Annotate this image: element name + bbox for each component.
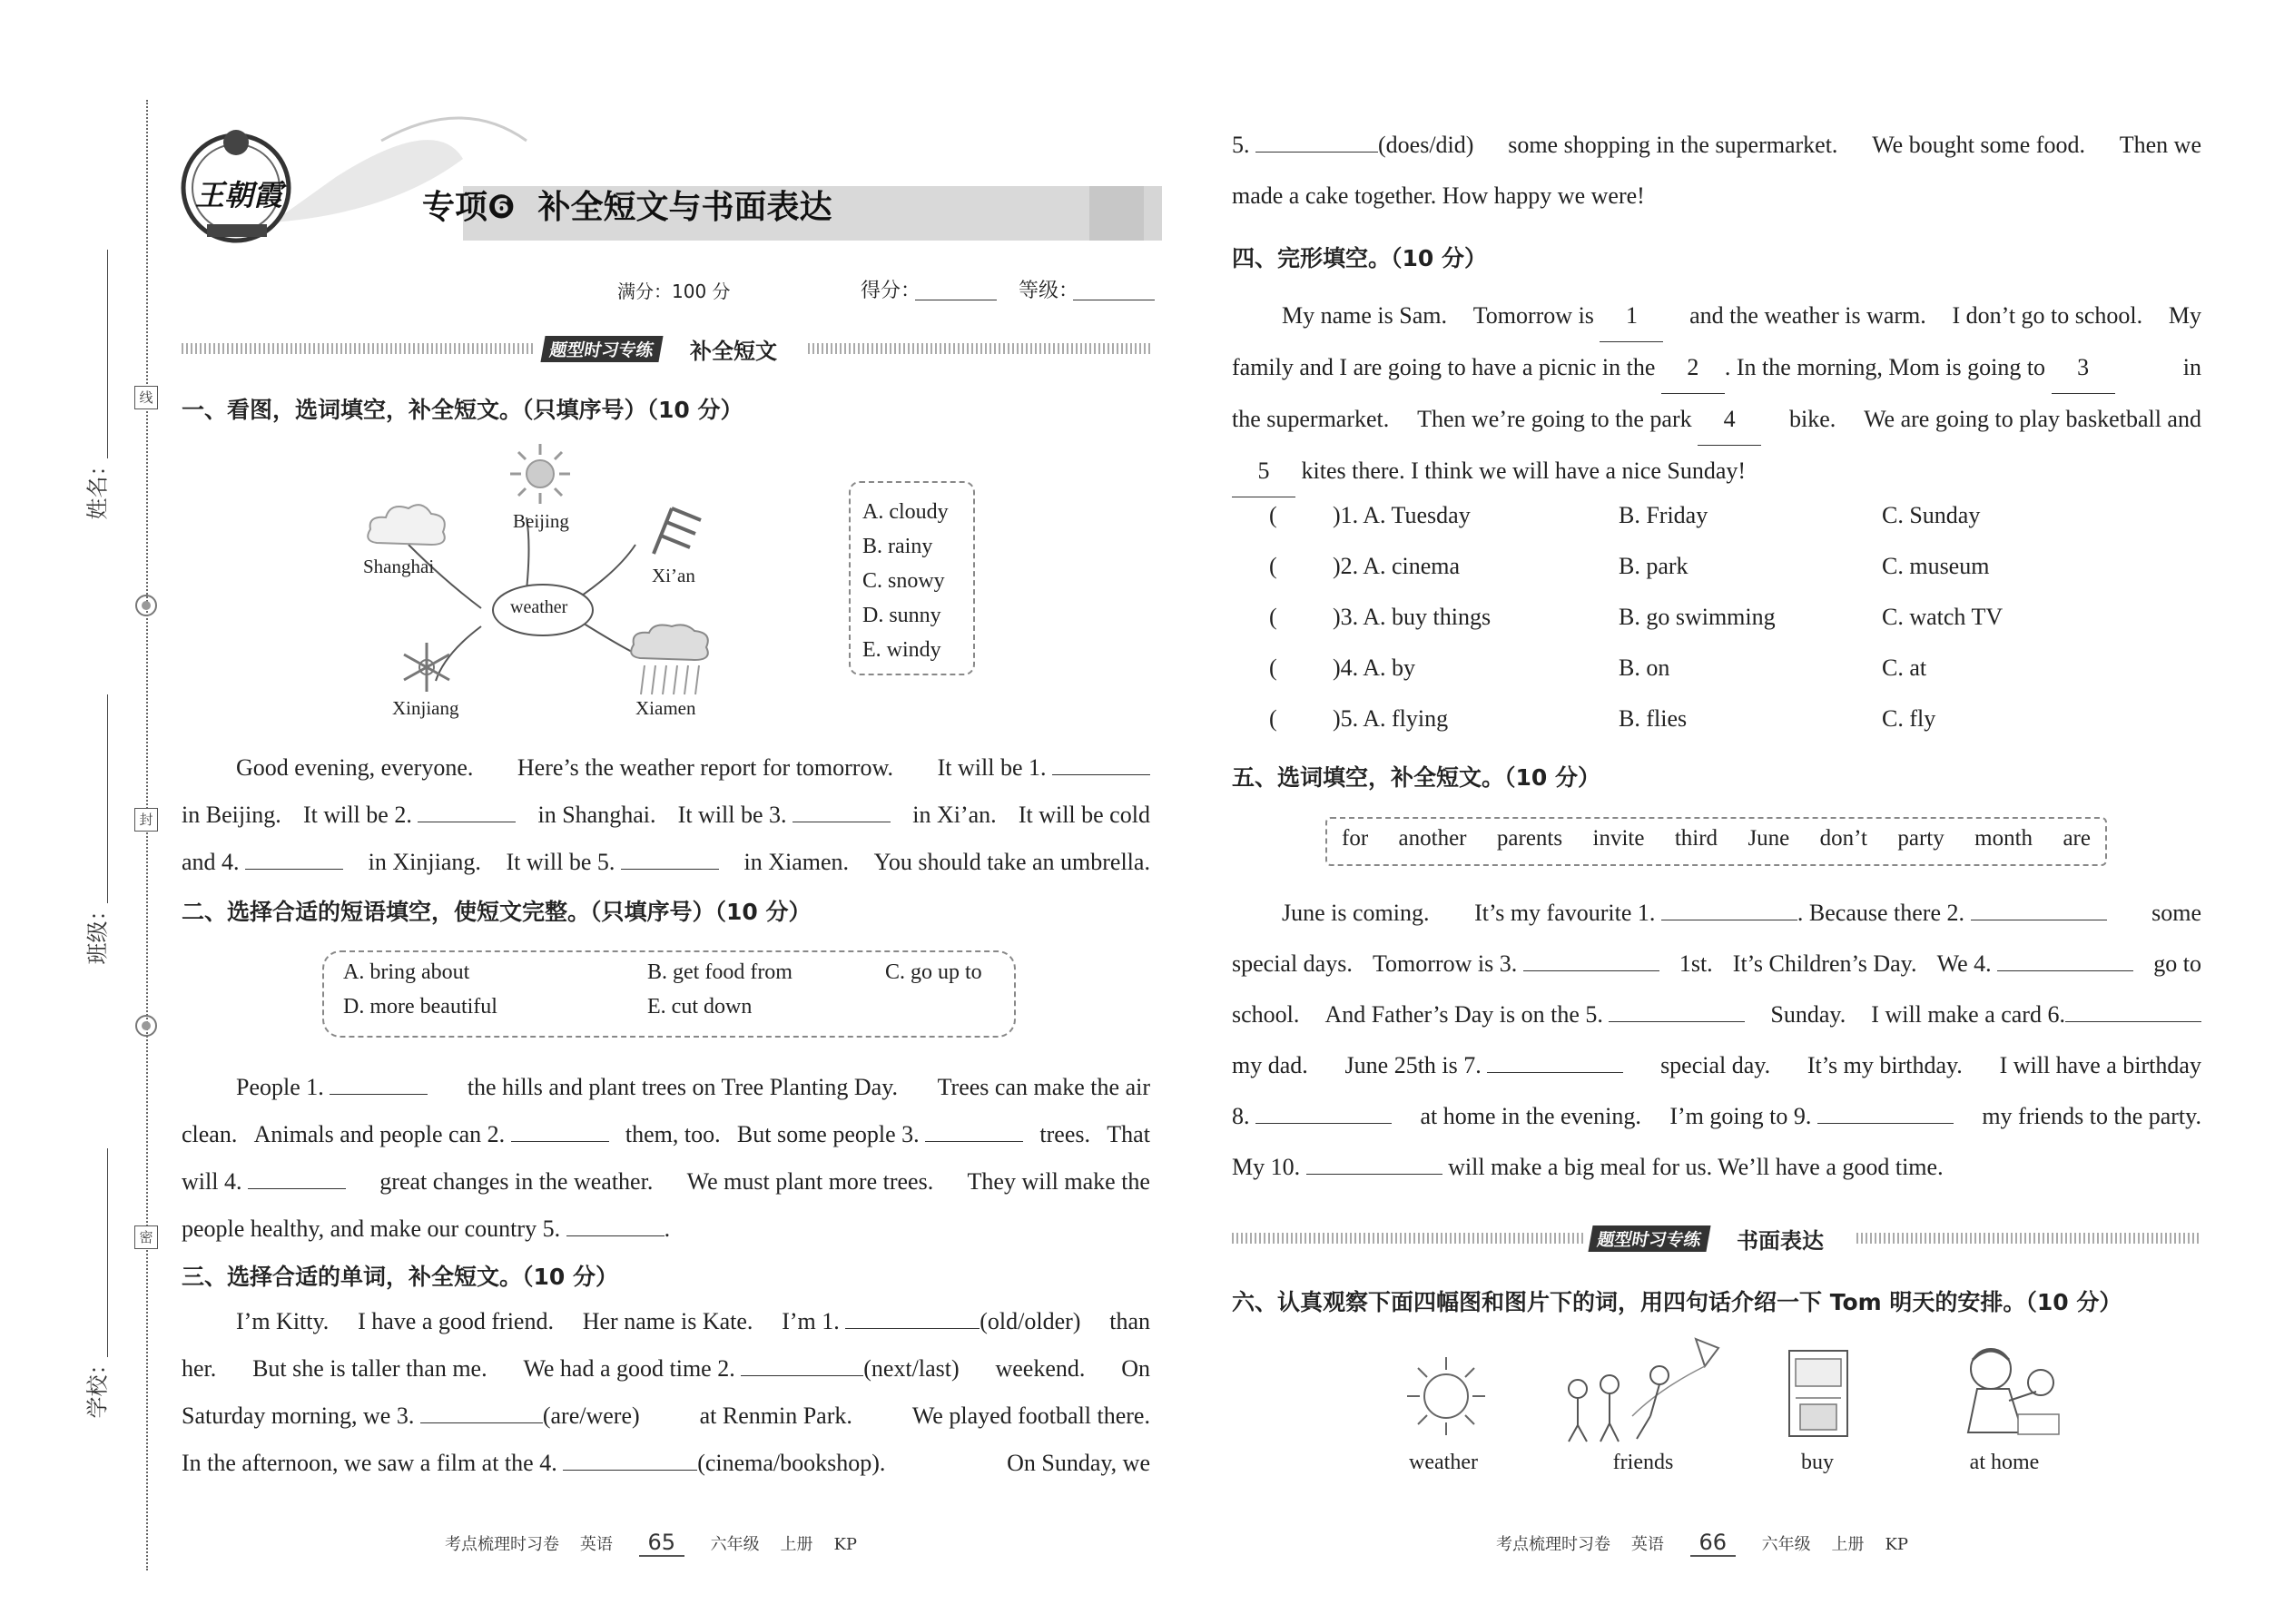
answer-blank[interactable] bbox=[1255, 1103, 1392, 1124]
answer-paren[interactable]: ( bbox=[1269, 705, 1277, 732]
page-number: 65 bbox=[639, 1530, 685, 1557]
text-span: I will make a card 6. bbox=[1871, 1001, 2065, 1028]
text-span: clean. bbox=[182, 1121, 238, 1147]
text-span: We must plant more trees. bbox=[686, 1168, 934, 1195]
text-span: It will be cold bbox=[1018, 802, 1150, 828]
map-label-xian: Xi’an bbox=[652, 565, 695, 586]
text-span: But some people 3. bbox=[736, 1121, 920, 1147]
text-span: But she is taller than me. bbox=[252, 1355, 487, 1382]
answer-blank[interactable] bbox=[330, 1074, 428, 1095]
text-span: go to bbox=[2153, 950, 2201, 977]
word-option: parents bbox=[1496, 826, 1563, 851]
text-span: (cinema/bookshop). bbox=[697, 1450, 886, 1476]
text-span: great changes in the weather. bbox=[379, 1168, 654, 1195]
text-span: Saturday morning, we 3. bbox=[182, 1403, 415, 1429]
q2-option: A. bring about bbox=[343, 960, 470, 984]
choice-c: C. fly bbox=[1882, 705, 1936, 732]
map-label-shanghai: Shanghai bbox=[363, 556, 435, 577]
choice-a: )3. A. buy things bbox=[1333, 604, 1492, 630]
text-span: made a cake together. How happy we were! bbox=[1232, 182, 1645, 209]
text-span: 8. bbox=[1232, 1103, 1250, 1129]
q2-option: E. cut down bbox=[647, 995, 753, 1019]
text-span: My name is Sam. bbox=[1282, 302, 1447, 329]
text-span: June is coming. bbox=[1282, 900, 1430, 926]
q1-options-list bbox=[862, 495, 949, 667]
footer-grade: 六年级 bbox=[1761, 1535, 1811, 1554]
school-label: 学校： bbox=[84, 1353, 111, 1419]
answer-blank[interactable] bbox=[1255, 132, 1378, 153]
snowflake-icon bbox=[395, 640, 458, 694]
section-divider bbox=[1856, 1233, 2201, 1244]
word-option: for bbox=[1342, 826, 1369, 851]
q1-passage bbox=[182, 744, 1150, 886]
text-span: (are/were) bbox=[542, 1403, 640, 1429]
text-span: her. bbox=[182, 1355, 217, 1382]
q2-option: C. go up to bbox=[885, 960, 982, 984]
answer-blank[interactable] bbox=[1817, 1103, 1954, 1124]
answer-blank[interactable] bbox=[621, 849, 719, 870]
binding-hole-icon bbox=[133, 592, 160, 619]
word-option: third bbox=[1674, 826, 1718, 851]
q4-heading: 四、完形填空。（10 分） bbox=[1232, 245, 1487, 271]
text-span: at Renmin Park. bbox=[699, 1403, 852, 1429]
text-span: It’s my favourite 1. bbox=[1474, 900, 1656, 926]
text-span: . bbox=[664, 1216, 671, 1242]
text-span: I’m going to 9. bbox=[1669, 1103, 1812, 1129]
choice-row bbox=[1269, 541, 2086, 592]
text-span: weekend. bbox=[995, 1355, 1086, 1382]
sun-icon bbox=[1405, 1355, 1487, 1437]
choice-c: C. at bbox=[1882, 655, 1927, 681]
text-span: People 1. bbox=[236, 1074, 324, 1100]
q2-heading: 二、选择合适的短语填空，使短文完整。（只填序号）（10 分） bbox=[182, 899, 812, 925]
choice-c: C. Sunday bbox=[1882, 502, 1981, 528]
sun-icon bbox=[508, 442, 572, 506]
grade-label: 等级： bbox=[1019, 280, 1079, 302]
choice-c: C. museum bbox=[1882, 553, 1990, 579]
section-title: 补全短文 bbox=[690, 339, 777, 364]
text-span: Good evening, everyone. bbox=[236, 754, 474, 781]
answer-paren[interactable]: ( bbox=[1269, 553, 1277, 579]
rain-cloud-icon bbox=[626, 622, 713, 699]
cloze-blank-2[interactable]: 2 bbox=[1661, 342, 1725, 394]
q1-option: A. cloudy bbox=[862, 500, 949, 524]
answer-blank[interactable] bbox=[1523, 950, 1659, 971]
text-span: On bbox=[1121, 1355, 1150, 1382]
text-span: at home in the evening. bbox=[1420, 1103, 1641, 1129]
text-span: Tomorrow is 3. bbox=[1372, 950, 1518, 977]
pic-label-at-home: at home bbox=[1969, 1451, 2040, 1474]
word-option: party bbox=[1897, 826, 1944, 851]
answer-blank[interactable] bbox=[1971, 900, 2107, 920]
windy-flag-icon bbox=[645, 504, 708, 558]
text-span: family and I are going to have a picnic in the bbox=[1232, 354, 1656, 380]
text-span: I don’t go to school. bbox=[1952, 302, 2143, 329]
choice-b: B. Friday bbox=[1619, 502, 1708, 528]
binding-dotted-line bbox=[146, 100, 148, 1570]
text-span: trees. bbox=[1039, 1121, 1091, 1147]
q1-option: B. rainy bbox=[862, 535, 933, 558]
text-span: My bbox=[2168, 302, 2201, 329]
footer-term: 上册 bbox=[1831, 1535, 1865, 1554]
text-span: in Beijing. bbox=[182, 802, 281, 828]
text-span: in Xi’an. bbox=[912, 802, 997, 828]
section-divider bbox=[1232, 1233, 1586, 1244]
header-banner bbox=[163, 104, 1162, 250]
friends-kite-icon bbox=[1551, 1334, 1750, 1443]
section-tag: 题型时习专练 bbox=[1588, 1225, 1710, 1252]
footer-subject: 英语 bbox=[1630, 1535, 1664, 1554]
answer-blank[interactable] bbox=[793, 802, 891, 822]
answer-blank[interactable] bbox=[845, 1308, 980, 1329]
footer-left bbox=[445, 1530, 857, 1555]
text-span: Here’s the weather report for tomorrow. bbox=[517, 754, 894, 781]
text-span: some bbox=[2151, 900, 2201, 926]
text-span: I will have a birthday bbox=[1999, 1052, 2201, 1078]
seal-char-line: 线 bbox=[134, 386, 158, 409]
text-span: . In the morning, Mom is going to bbox=[1724, 354, 2046, 380]
q3-heading: 三、选择合适的单词，补全短文。（10 分） bbox=[182, 1264, 618, 1290]
text-span: special days. bbox=[1232, 950, 1353, 977]
text-span: They will make the bbox=[967, 1168, 1150, 1195]
cloze-blank-5[interactable]: 5 bbox=[1232, 446, 1295, 497]
answer-blank[interactable] bbox=[1661, 900, 1797, 920]
text-span: 1st. bbox=[1679, 950, 1713, 977]
seal-char-seal: 封 bbox=[134, 808, 158, 832]
word-option: invite bbox=[1592, 826, 1645, 851]
full-score: 满分：100 分 bbox=[617, 281, 731, 302]
text-span: . Because there 2. bbox=[1797, 900, 1964, 926]
text-span: You should take an umbrella. bbox=[873, 849, 1150, 875]
choice-b: B. flies bbox=[1619, 705, 1688, 732]
text-span: (next/last) bbox=[863, 1355, 960, 1382]
q4-choices bbox=[1269, 490, 2086, 744]
section-title: 书面表达 bbox=[1737, 1228, 1824, 1254]
text-span: We’ll have a good time. bbox=[1718, 1154, 1944, 1180]
pic-label-friends: friends bbox=[1612, 1451, 1674, 1474]
text-span: That bbox=[1107, 1121, 1150, 1147]
q1-option: E. windy bbox=[862, 638, 941, 662]
text-span: them, too. bbox=[625, 1121, 721, 1147]
name-label: 姓名： bbox=[84, 454, 111, 520]
text-span: We are going to play basketball and bbox=[1864, 406, 2201, 432]
text-span: Animals and people can 2. bbox=[253, 1121, 506, 1147]
section-tag: 题型时习专练 bbox=[540, 336, 663, 362]
map-center-weather: weather bbox=[510, 597, 568, 617]
text-span: people healthy, and make our country 5. bbox=[182, 1216, 561, 1242]
answer-blank[interactable] bbox=[566, 1216, 665, 1236]
cloze-blank-3[interactable]: 3 bbox=[2052, 342, 2115, 394]
answer-blank[interactable] bbox=[1306, 1154, 1442, 1175]
footer-edition: KP bbox=[1885, 1535, 1908, 1554]
choice-b: B. on bbox=[1619, 655, 1670, 681]
text-span: It will be 1. bbox=[937, 754, 1047, 781]
text-span: And Father’s Day is on the 5. bbox=[1324, 1001, 1603, 1028]
name-underline bbox=[107, 250, 108, 458]
text-span: kites there. I think we will have a nice Sunday! bbox=[1301, 458, 1747, 484]
choice-a: )5. A. flying bbox=[1333, 705, 1449, 732]
answer-blank[interactable] bbox=[2065, 1001, 2201, 1022]
text-span: and the weather is warm. bbox=[1689, 302, 1926, 329]
choice-row bbox=[1269, 490, 2086, 541]
text-span: will make a big meal for us. bbox=[1448, 1154, 1713, 1180]
class-underline bbox=[107, 694, 108, 903]
choice-row bbox=[1269, 643, 2086, 694]
footer-subject: 英语 bbox=[579, 1535, 613, 1554]
choice-row bbox=[1269, 694, 2086, 744]
q2-passage bbox=[182, 1064, 1150, 1253]
choice-a: )1. A. Tuesday bbox=[1333, 502, 1471, 528]
answer-paren[interactable]: ( bbox=[1269, 655, 1277, 681]
answer-blank[interactable] bbox=[418, 802, 516, 822]
answer-blank[interactable] bbox=[1997, 950, 2133, 971]
map-label-xiamen: Xiamen bbox=[635, 697, 696, 719]
text-span: (old/older) bbox=[980, 1308, 1081, 1334]
page-title: 专项❻ 补全短文与书面表达 bbox=[422, 189, 832, 226]
q3-passage bbox=[182, 1298, 1150, 1487]
cloud-icon bbox=[363, 497, 449, 552]
text-span: my friends to the party. bbox=[1982, 1103, 2201, 1129]
map-label-xinjiang: Xinjiang bbox=[392, 697, 459, 719]
answer-blank[interactable] bbox=[245, 849, 343, 870]
footer-grade: 六年级 bbox=[710, 1535, 760, 1554]
answer-blank[interactable] bbox=[1487, 1052, 1623, 1073]
cloze-blank-1[interactable]: 1 bbox=[1600, 290, 1663, 342]
binding-hole-icon bbox=[133, 1012, 160, 1039]
at-home-boy-icon bbox=[1954, 1342, 2063, 1442]
answer-blank[interactable] bbox=[1609, 1001, 1745, 1022]
answer-blank[interactable] bbox=[741, 1355, 863, 1376]
text-span: bike. bbox=[1788, 406, 1836, 432]
text-span: We played football there. bbox=[911, 1403, 1150, 1429]
section-divider bbox=[182, 343, 536, 354]
q2-option: D. more beautiful bbox=[343, 995, 497, 1019]
text-span: Sunday. bbox=[1770, 1001, 1846, 1028]
word-option: another bbox=[1398, 826, 1467, 851]
text-span: some shopping in the supermarket. bbox=[1508, 132, 1838, 158]
q6-heading: 六、认真观察下面四幅图和图片下的词，用四句话介绍一下 Tom 明天的安排。（10 分） bbox=[1232, 1289, 2122, 1315]
text-span: in Xinjiang. bbox=[368, 849, 481, 875]
footer-edition: KP bbox=[833, 1535, 857, 1554]
text-span: Trees can make the air bbox=[937, 1074, 1150, 1100]
text-span: My 10. bbox=[1232, 1154, 1301, 1180]
pic-label-buy: buy bbox=[1801, 1451, 1834, 1474]
text-span: It’s Children’s Day. bbox=[1732, 950, 1917, 977]
pic-label-weather: weather bbox=[1409, 1451, 1478, 1474]
q3-passage-continued bbox=[1232, 120, 2201, 221]
answer-blank[interactable] bbox=[925, 1121, 1023, 1142]
text-span: We had a good time 2. bbox=[523, 1355, 735, 1382]
answer-blank[interactable] bbox=[563, 1450, 697, 1471]
word-option: month bbox=[1974, 826, 2033, 851]
text-span: and 4. bbox=[182, 849, 240, 875]
page-number: 66 bbox=[1690, 1530, 1737, 1557]
text-span: It will be 2. bbox=[302, 802, 412, 828]
answer-blank[interactable] bbox=[511, 1121, 609, 1142]
q5-passage bbox=[1232, 888, 2201, 1193]
text-span: the hills and plant trees on Tree Planting Day. bbox=[467, 1074, 899, 1100]
answer-paren[interactable]: ( bbox=[1269, 604, 1277, 630]
choice-b: B. go swimming bbox=[1619, 604, 1776, 630]
text-span: Then we’re going to the park bbox=[1417, 406, 1692, 432]
footer-right bbox=[1496, 1530, 1908, 1555]
logo-text: 王朝霞 bbox=[195, 179, 283, 212]
answer-paren[interactable]: ( bbox=[1269, 502, 1277, 528]
text-span: On Sunday, we bbox=[1007, 1450, 1150, 1476]
q4-passage bbox=[1232, 290, 2201, 497]
text-span: Tomorrow is bbox=[1472, 302, 1594, 329]
text-span: June 25th is 7. bbox=[1344, 1052, 1482, 1078]
section-divider bbox=[808, 343, 1153, 354]
choice-a: )2. A. cinema bbox=[1333, 553, 1461, 579]
text-span: (does/did) bbox=[1378, 132, 1474, 158]
text-span: We bought some food. bbox=[1872, 132, 2085, 158]
seal-char-dense: 密 bbox=[134, 1225, 158, 1249]
text-span: Then we bbox=[2119, 132, 2201, 158]
text-span: In the afternoon, we saw a film at the 4. bbox=[182, 1450, 557, 1476]
q5-word-list bbox=[1342, 826, 2091, 851]
score-label: 得分： bbox=[861, 280, 921, 302]
text-span: school. bbox=[1232, 1001, 1300, 1028]
school-underline bbox=[107, 1148, 108, 1357]
choice-b: B. park bbox=[1619, 553, 1689, 579]
text-span: I’m 1. bbox=[782, 1308, 840, 1334]
footer-series: 考点梳理时习卷 bbox=[445, 1535, 559, 1554]
text-span: in bbox=[2182, 354, 2201, 380]
choice-a: )4. A. by bbox=[1333, 655, 1415, 681]
text-span: I have a good friend. bbox=[358, 1308, 554, 1334]
word-option: are bbox=[2063, 826, 2091, 851]
q1-heading: 一、看图，选词填空，补全短文。（只填序号）（10 分） bbox=[182, 397, 743, 423]
map-label-beijing: Beijing bbox=[513, 510, 569, 532]
text-span: in Xiamen. bbox=[743, 849, 850, 875]
text-span: Her name is Kate. bbox=[582, 1308, 753, 1334]
answer-blank[interactable] bbox=[420, 1403, 543, 1423]
word-option: don’t bbox=[1819, 826, 1867, 851]
footer-series: 考点梳理时习卷 bbox=[1496, 1535, 1610, 1554]
cloze-blank-4[interactable]: 4 bbox=[1698, 394, 1761, 446]
text-span: in Shanghai. bbox=[537, 802, 656, 828]
answer-blank[interactable] bbox=[248, 1168, 346, 1189]
choice-c: C. watch TV bbox=[1882, 604, 2004, 630]
text-span: I’m Kitty. bbox=[236, 1308, 330, 1334]
text-span: my dad. bbox=[1232, 1052, 1308, 1078]
q2-option: B. get food from bbox=[647, 960, 793, 984]
text-span: It’s my birthday. bbox=[1807, 1052, 1963, 1078]
q1-option: D. sunny bbox=[862, 604, 941, 627]
text-span: It will be 3. bbox=[677, 802, 787, 828]
text-span: the supermarket. bbox=[1232, 406, 1390, 432]
q1-option: C. snowy bbox=[862, 569, 945, 593]
text-span: It will be 5. bbox=[506, 849, 615, 875]
answer-blank[interactable] bbox=[1052, 754, 1150, 775]
q5-heading: 五、选词填空，补全短文。（10 分） bbox=[1232, 764, 1600, 791]
text-span: will 4. bbox=[182, 1168, 242, 1195]
text-span: We 4. bbox=[1936, 950, 1992, 977]
text-span: 5. bbox=[1232, 132, 1250, 158]
choice-row bbox=[1269, 592, 2086, 643]
shop-icon bbox=[1787, 1348, 1850, 1439]
text-span: than bbox=[1109, 1308, 1150, 1334]
text-span: special day. bbox=[1660, 1052, 1771, 1078]
footer-term: 上册 bbox=[780, 1535, 813, 1554]
word-option: June bbox=[1748, 826, 1790, 851]
class-label: 班级： bbox=[84, 899, 111, 965]
